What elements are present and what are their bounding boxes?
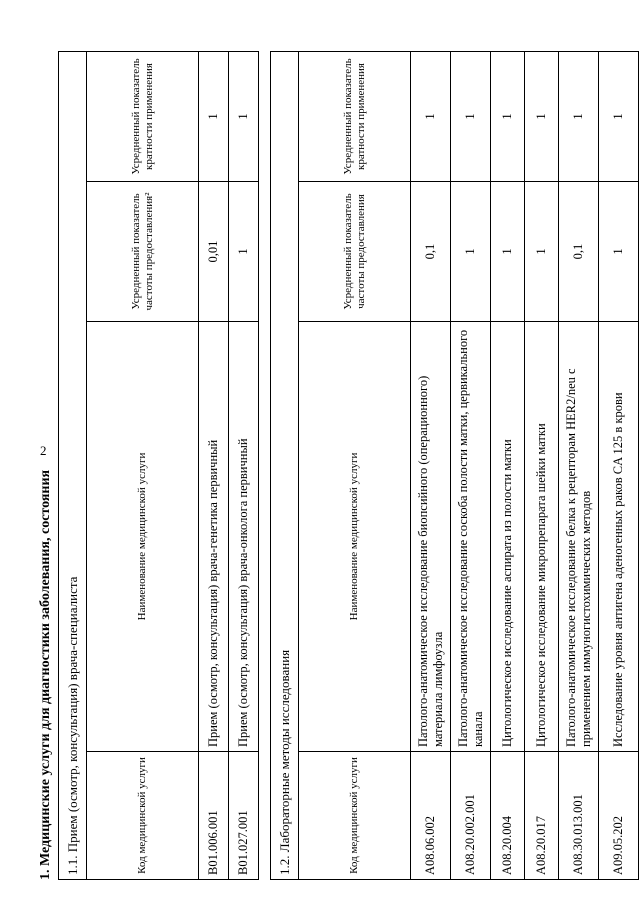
service-name: Цитологическое исследование аспирата из полости матки bbox=[491, 322, 525, 752]
multiplicity-value: 1 bbox=[491, 51, 525, 181]
header-multiplicity: Усредненный показатель кратности применения bbox=[87, 51, 199, 181]
consultation-table bbox=[58, 51, 259, 880]
table-subtitle: 1.1. Прием (осмотр, консультация) врача-специалиста bbox=[59, 51, 87, 879]
multiplicity-value: 1 bbox=[411, 51, 451, 181]
service-code: A09.05.202 bbox=[599, 752, 639, 880]
table-row bbox=[491, 51, 525, 879]
rotated-page-content bbox=[34, 30, 634, 880]
multiplicity-value: 1 bbox=[451, 51, 491, 181]
frequency-value: 1 bbox=[229, 182, 259, 322]
service-name: Патолого-анатомическое исследование белка к рецепторам HER2/neu с применением иммуногистохимических методов bbox=[559, 322, 599, 752]
table-row bbox=[525, 51, 559, 879]
service-code: A08.30.013.001 bbox=[559, 752, 599, 880]
service-name: Патолого-анатомическое исследование соскоба полости матки, цервикального канала bbox=[451, 322, 491, 752]
service-code: B01.027.001 bbox=[229, 752, 259, 880]
frequency-value: 1 bbox=[525, 182, 559, 322]
header-frequency: Усредненный показатель частоты предоставления bbox=[299, 182, 411, 322]
table-row bbox=[199, 51, 229, 879]
service-name: Цитологическое исследование микропрепарата шейки матки bbox=[525, 322, 559, 752]
table-row bbox=[599, 51, 639, 879]
header-frequency: Усредненный показатель частоты предоставления² bbox=[87, 182, 199, 322]
service-code: A08.20.004 bbox=[491, 752, 525, 880]
frequency-value: 0,1 bbox=[559, 182, 599, 322]
multiplicity-value: 1 bbox=[599, 51, 639, 181]
frequency-value: 1 bbox=[451, 182, 491, 322]
service-name: Патолого-анатомическое исследование биопсийного (операционного) материала лимфоузла bbox=[411, 322, 451, 752]
table-subtitle: 1.2. Лабораторные методы исследования bbox=[271, 51, 299, 879]
service-code: A08.20.002.001 bbox=[451, 752, 491, 880]
service-code: A08.20.017 bbox=[525, 752, 559, 880]
service-code: A08.06.002 bbox=[411, 752, 451, 880]
table-row bbox=[451, 51, 491, 879]
service-name: Прием (осмотр, консультация) врача-онколога первичный bbox=[229, 322, 259, 752]
multiplicity-value: 1 bbox=[525, 51, 559, 181]
service-code: B01.006.001 bbox=[199, 752, 229, 880]
laboratory-table bbox=[270, 51, 639, 880]
multiplicity-value: 1 bbox=[559, 51, 599, 181]
header-code: Код медицинской услуги bbox=[87, 752, 199, 880]
page-number: 2 bbox=[40, 443, 47, 458]
header-name: Наименование медицинской услуги bbox=[87, 322, 199, 752]
frequency-value: 1 bbox=[599, 182, 639, 322]
table-row bbox=[229, 51, 259, 879]
table-row bbox=[411, 51, 451, 879]
service-name: Исследование уровня антигена аденогенных раков CA 125 в крови bbox=[599, 322, 639, 752]
header-code: Код медицинской услуги bbox=[299, 752, 411, 880]
header-name: Наименование медицинской услуги bbox=[299, 322, 411, 752]
service-name: Прием (осмотр, консультация) врача-генетика первичный bbox=[199, 322, 229, 752]
section-title: 1. Медицинские услуги для диагностики заболевания, состояния bbox=[38, 469, 53, 880]
frequency-value: 0,01 bbox=[199, 182, 229, 322]
frequency-value: 1 bbox=[491, 182, 525, 322]
multiplicity-value: 1 bbox=[199, 51, 229, 181]
multiplicity-value: 1 bbox=[229, 51, 259, 181]
table-row bbox=[559, 51, 599, 879]
header-multiplicity: Усредненный показатель кратности применения bbox=[299, 51, 411, 181]
frequency-value: 0,1 bbox=[411, 182, 451, 322]
